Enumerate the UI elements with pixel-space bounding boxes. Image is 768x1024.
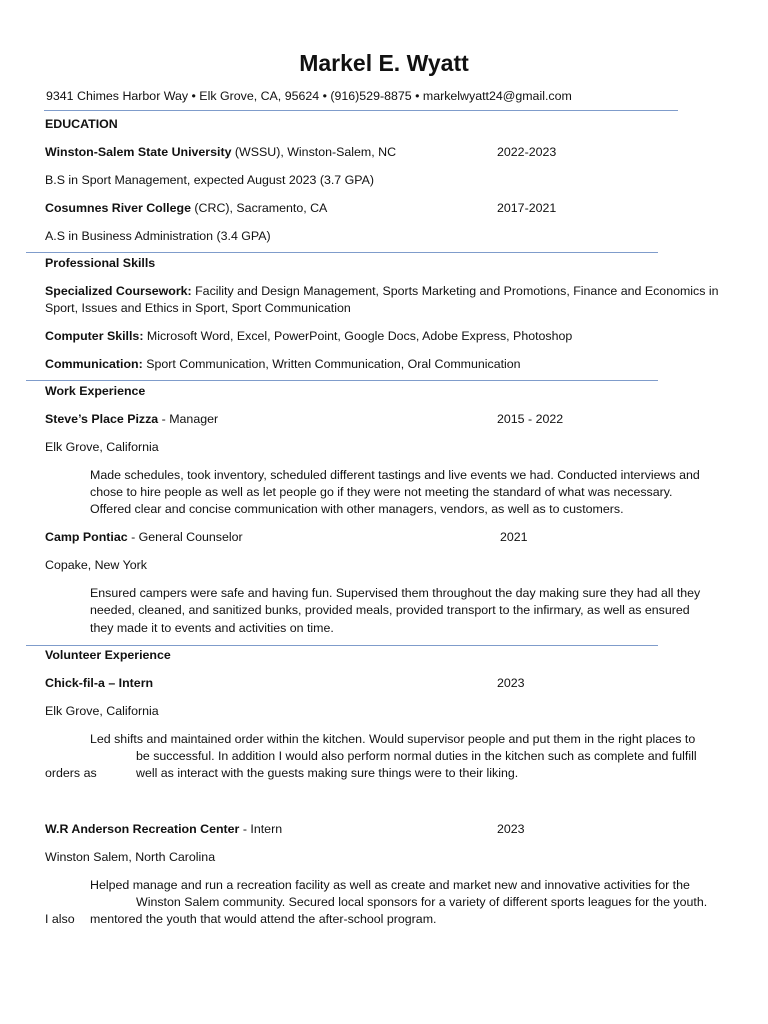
job-1-dates: 2015 - 2022: [497, 412, 564, 426]
school-1-location: (WSSU), Winston-Salem, NC: [231, 145, 397, 159]
section-divider: [26, 380, 658, 381]
job-2-employer: Camp Pontiac: [45, 530, 128, 544]
job-2-role: - General Counselor: [127, 530, 243, 544]
volunteer-1-desc-line: be successful. In addition I would also perform normal duties in the kitchen such as complete and fulfill: [136, 749, 697, 763]
school-2: [45, 201, 327, 215]
section-divider: [44, 110, 678, 111]
school-2-name: Cosumnes River College: [45, 201, 191, 215]
communication-skills: [45, 357, 521, 371]
computer-skills-value: Microsoft Word, Excel, PowerPoint, Google Docs, Adobe Express, Photoshop: [143, 329, 573, 343]
job-1-desc-line: chose to hire people as well as let people go if they were not meeting the standard of what was necessary.: [90, 485, 673, 499]
volunteer-2-employer: W.R Anderson Recreation Center: [45, 822, 240, 836]
job-1-desc-line: Offered clear and concise communication with other managers, vendors, as well as to customers.: [90, 502, 624, 516]
job-1-employer: Steve’s Place Pizza: [45, 412, 159, 426]
volunteer-2-desc-line-start: I also: [45, 912, 75, 926]
school-2-degree: A.S in Business Administration (3.4 GPA): [45, 229, 271, 243]
education-heading: EDUCATION: [45, 117, 118, 131]
coursework-line-2: Sport, Issues and Ethics in Sport, Sport Communication: [45, 301, 351, 315]
volunteer-1-location: Elk Grove, California: [45, 704, 159, 718]
school-1-name: Winston-Salem State University: [45, 145, 232, 159]
communication-label: Communication:: [45, 357, 143, 371]
volunteer-2-role: - Intern: [239, 822, 283, 836]
volunteer-2-desc-line: Winston Salem community. Secured local sponsors for a variety of different sports leagues for the youth.: [136, 895, 708, 909]
computer-skills: [45, 329, 572, 343]
job-2-desc-line: Ensured campers were safe and having fun. Supervised them throughout the day making sure they had all they: [90, 586, 701, 600]
school-1-degree: B.S in Sport Management, expected August 2023 (3.7 GPA): [45, 173, 375, 187]
volunteer-2-desc-line: Helped manage and run a recreation facility as well as create and market new and innovative activities for the: [90, 878, 690, 892]
work-heading: Work Experience: [45, 384, 146, 398]
school-1: [45, 145, 396, 159]
volunteer-2-title: [45, 822, 282, 836]
section-divider: [26, 645, 658, 646]
volunteer-1-desc-line: well as interact with the guests making sure things were to their liking.: [136, 766, 519, 780]
job-1-title: [45, 412, 218, 426]
section-divider: [26, 252, 658, 253]
volunteer-2-location: Winston Salem, North Carolina: [45, 850, 216, 864]
school-2-dates: 2017-2021: [497, 201, 557, 215]
volunteer-2-desc-line: mentored the youth that would attend the after-school program.: [90, 912, 437, 926]
job-2-title: [45, 530, 243, 544]
volunteer-1-desc-line-start: orders as: [45, 766, 97, 780]
school-2-location: (CRC), Sacramento, CA: [190, 201, 328, 215]
job-2-location: Copake, New York: [45, 558, 147, 572]
volunteer-1-title: Chick-fil-a – Intern: [45, 676, 154, 690]
computer-skills-label: Computer Skills:: [45, 329, 144, 343]
volunteer-2-dates: 2023: [497, 822, 525, 836]
job-1-location: Elk Grove, California: [45, 440, 159, 454]
coursework-value: Facility and Design Management, Sports Marketing and Promotions, Finance and Economics in: [191, 284, 719, 298]
job-1-role: - Manager: [158, 412, 219, 426]
job-1-desc-line: Made schedules, took inventory, scheduled different tastings and live events we had. Conducted interviews and: [90, 468, 700, 482]
communication-value: Sport Communication, Written Communication, Oral Communication: [142, 357, 521, 371]
job-2-desc-line: they made it to events and activities on time.: [90, 621, 334, 635]
skills-heading: Professional Skills: [45, 256, 156, 270]
volunteer-heading: Volunteer Experience: [45, 648, 171, 662]
coursework-label: Specialized Coursework:: [45, 284, 192, 298]
school-1-dates: 2022-2023: [497, 145, 557, 159]
coursework-line-1: [45, 284, 719, 298]
job-2-dates: 2021: [500, 530, 528, 544]
contact-line: 9341 Chimes Harbor Way • Elk Grove, CA, 95624 • (916)529-8875 • markelwyatt24@gmail.com: [46, 89, 572, 103]
volunteer-1-dates: 2023: [497, 676, 525, 690]
volunteer-1-desc-line: Led shifts and maintained order within the kitchen. Would supervisor people and put them in the right places to: [90, 732, 696, 746]
job-2-desc-line: needed, cleaned, and sanitized bunks, provided meals, provided transport to the infirmary, as well as ensured: [90, 603, 690, 617]
resume-name: Markel E. Wyatt: [299, 50, 469, 76]
